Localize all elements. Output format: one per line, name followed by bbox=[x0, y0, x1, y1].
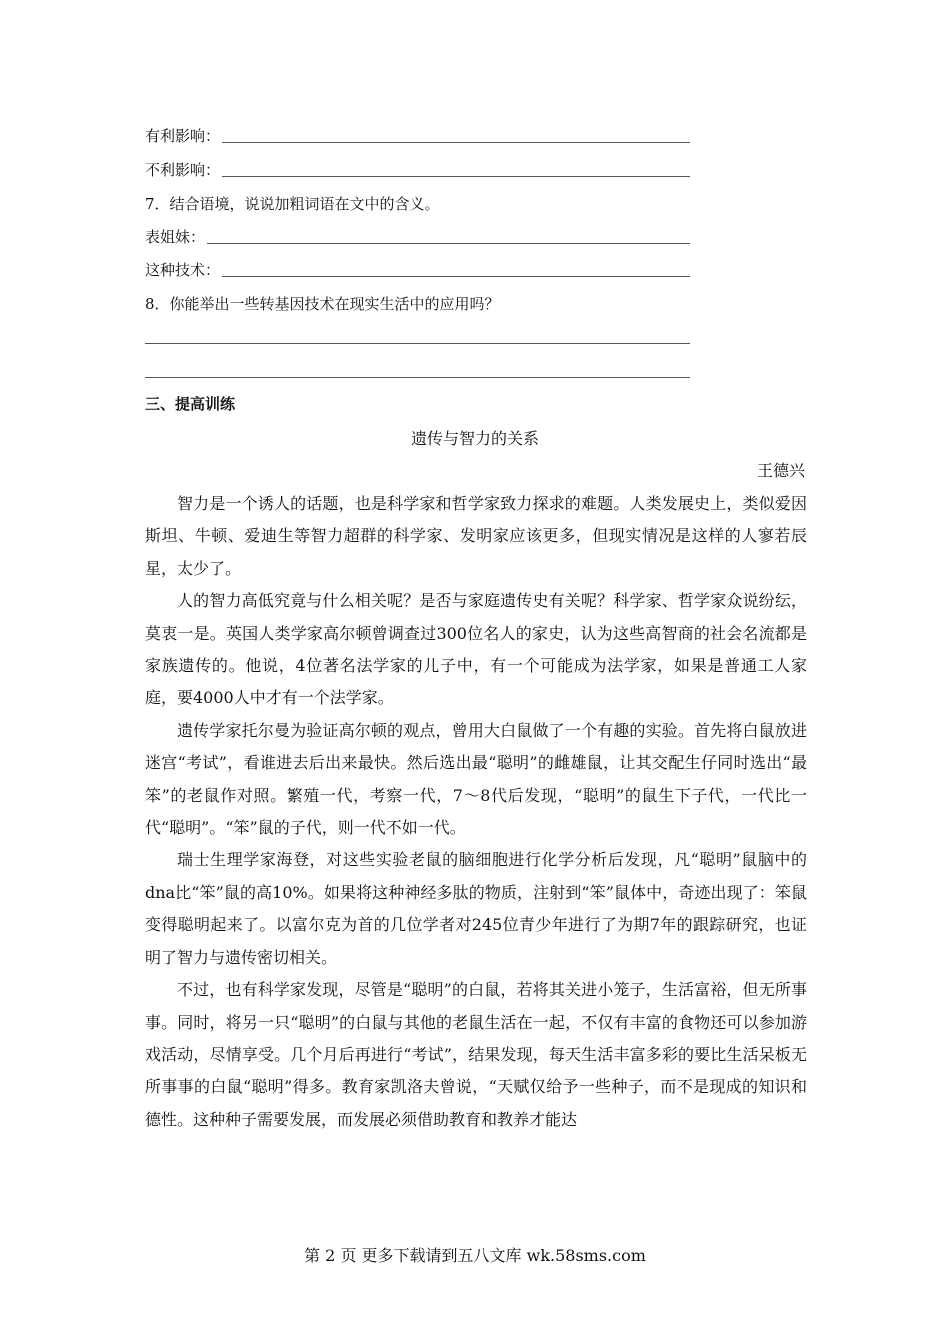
question-8-answer-line-1[interactable] bbox=[145, 343, 690, 344]
question-8: 8．你能举出一些转基因技术在现实生活中的应用吗？ bbox=[145, 295, 500, 313]
word1-answer-line[interactable] bbox=[207, 243, 690, 244]
unfavorable-effect-row bbox=[145, 158, 690, 182]
article-paragraph: 不过，也有科学家发现，尽管是“聪明”的白鼠，若将其关进小笼子，生活富裕，但无所事事。同时，将另一只“聪明”的白鼠与其他的老鼠生活在一起，不仅有丰富的食物还可以参加游戏活动，尽情享受。几个月后再进行“考试”，结果发现，每天生活丰富多彩的要比生活呆板无所事事的白鼠“聪明”得多。教育家凯洛夫曾说，“天赋仅给予一些种子，而不是现成的知识和德性。这种种子需要发展，而发展必须借助教育和教养才能达 bbox=[145, 980, 807, 1129]
word2-answer-line[interactable] bbox=[222, 276, 690, 277]
favorable-effect-answer-line[interactable] bbox=[222, 142, 690, 143]
article-paragraph: 瑞士生理学家海登，对这些实验老鼠的脑细胞进行化学分析后发现，凡“聪明”鼠脑中的dna比“笨”鼠的高10%。如果将这种神经多肽的物质，注射到“笨”鼠体中，奇迹出现了：笨鼠变得聪明起来了。以富尔克为首的几位学者对245位青少年进行了为期7年的跟踪研究，也证明了智力与遗传密切相关。 bbox=[145, 850, 807, 967]
favorable-effect-label: 有利影响： bbox=[145, 127, 221, 145]
article-title: 遗传与智力的关系 bbox=[410, 429, 539, 448]
article-paragraph: 遗传学家托尔曼为验证高尔顿的观点，曾用大白鼠做了一个有趣的实验。首先将白鼠放进迷宫“考试”，看谁进去后出来最快。然后选出最“聪明”的雌雄鼠，让其交配生仔同时选出“最笨”的老鼠作对照。繁殖一代，考察一代，7～8代后发现，“聪明”的鼠生下子代，一代比一代“聪明”。“笨”鼠的子代，则一代不如一代。 bbox=[145, 720, 807, 838]
page-footer: 第 2 页 更多下载请到五八文库 wk.58sms.com bbox=[304, 1246, 646, 1265]
word1-row bbox=[145, 225, 690, 249]
article-body bbox=[145, 488, 807, 1136]
question-7: 7．结合语境，说说加粗词语在文中的含义。 bbox=[145, 195, 440, 213]
article-paragraph: 智力是一个诱人的话题，也是科学家和哲学家致力探求的难题。人类发展史上，类似爱因斯坦、牛顿、爱迪生等智力超群的科学家、发明家应该更多，但现实情况是这样的人寥若辰星，太少了。 bbox=[145, 494, 807, 578]
word2-row bbox=[145, 258, 690, 282]
word1-label: 表姐妹： bbox=[145, 228, 206, 246]
article-author: 王德兴 bbox=[756, 461, 805, 480]
question-8-answer-line-2[interactable] bbox=[145, 377, 690, 378]
favorable-effect-row bbox=[145, 124, 690, 148]
unfavorable-effect-answer-line[interactable] bbox=[222, 176, 690, 177]
section-heading: 三、提高训练 bbox=[145, 395, 236, 413]
word2-label: 这种技术： bbox=[145, 261, 221, 279]
unfavorable-effect-label: 不利影响： bbox=[145, 161, 221, 179]
article-paragraph: 人的智力高低究竟与什么相关呢？是否与家庭遗传史有关呢？科学家、哲学家众说纷纭，莫衷一是。英国人类学家高尔顿曾调查过300位名人的家史，认为这些高智商的社会名流都是家族遗传的。他说，4位著名法学家的儿子中，有一个可能成为法学家，如果是普通工人家庭，要4000人中才有一个法学家。 bbox=[145, 591, 807, 708]
